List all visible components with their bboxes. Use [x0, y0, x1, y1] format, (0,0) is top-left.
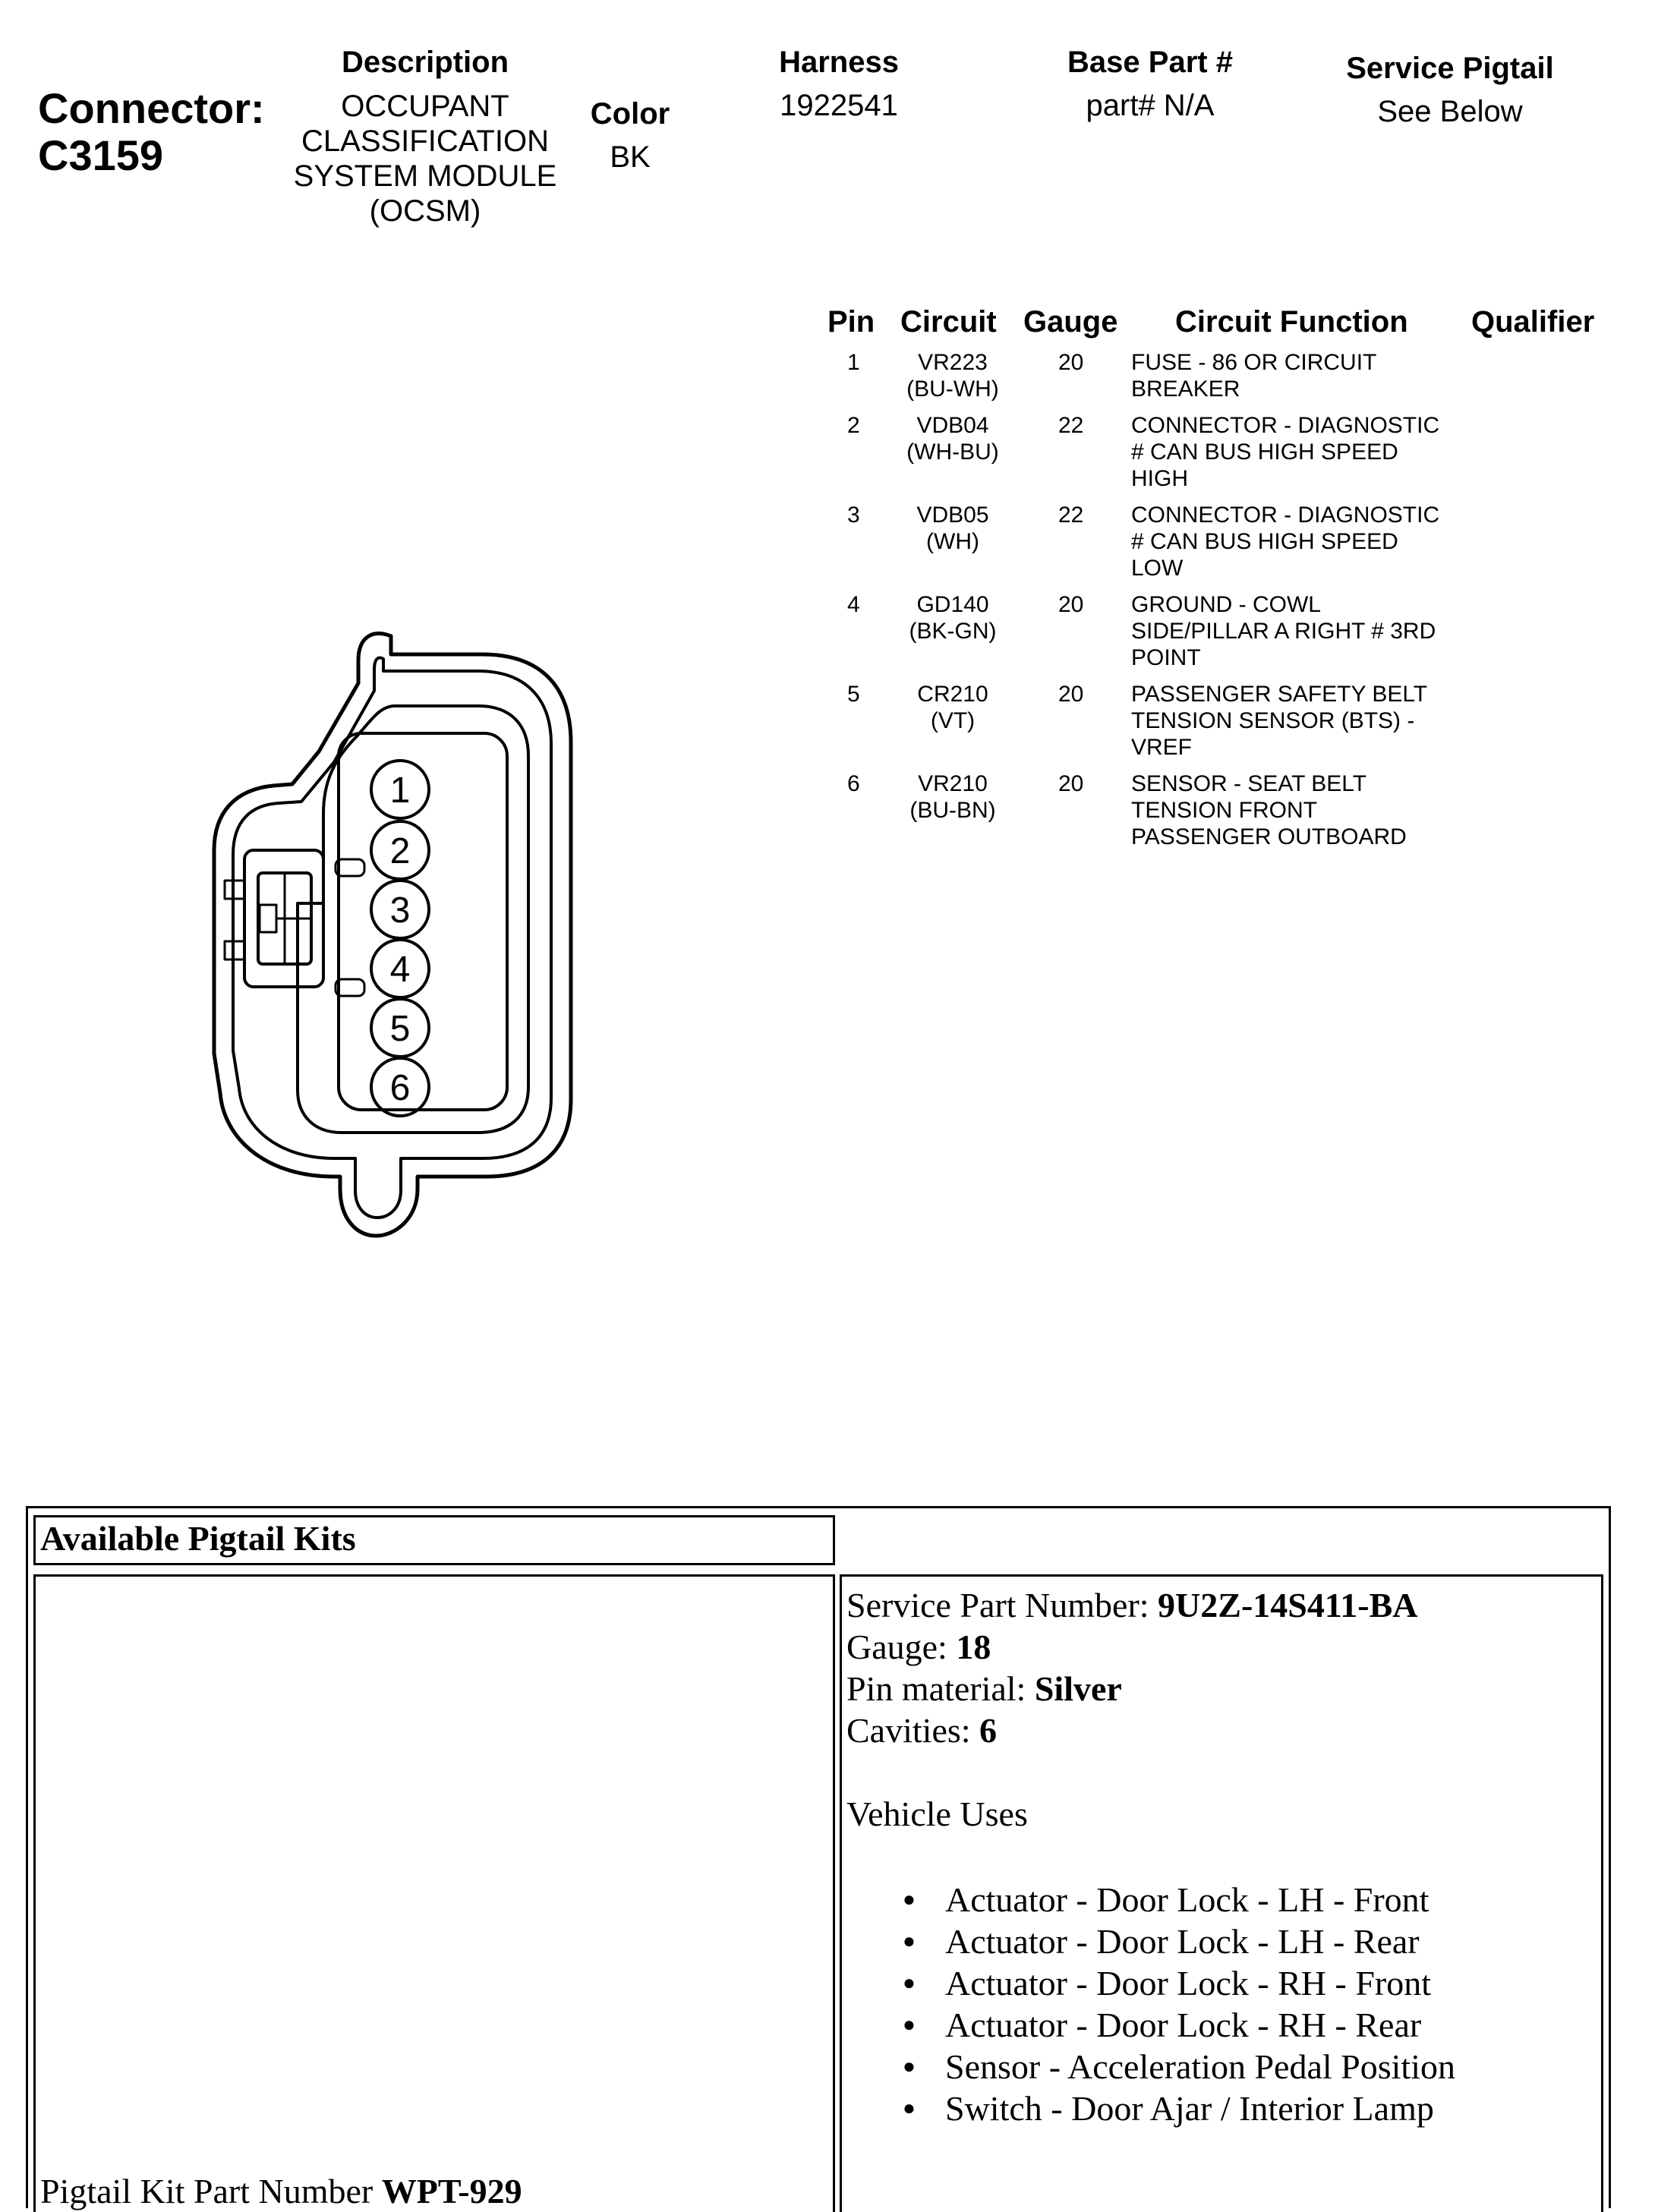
circuit-id: VR210	[918, 771, 988, 796]
function-line: LOW	[1131, 556, 1184, 581]
pin-label: 6	[389, 1068, 411, 1108]
function-line: FUSE - 86 OR CIRCUIT	[1131, 350, 1377, 375]
description-label: Description	[341, 46, 509, 79]
pigtail-kit-part	[40, 2170, 522, 2212]
function-cell	[1131, 591, 1488, 671]
connector-title	[38, 85, 265, 179]
pigtail-kit-cell	[33, 1574, 835, 2212]
function-line: TENSION SENSOR (BTS) -	[1131, 708, 1415, 733]
harness-label: Harness	[779, 46, 899, 79]
bullet-icon: ●	[903, 2097, 916, 2120]
service-pigtail-value: See Below	[1377, 95, 1523, 128]
list-item	[903, 1921, 1601, 1962]
function-line: PASSENGER OUTBOARD	[1131, 824, 1407, 849]
pin-number: 6	[847, 771, 860, 796]
pin-number: 1	[847, 350, 860, 375]
circuit-cell	[892, 412, 1013, 465]
function-cell	[1131, 412, 1488, 492]
qualifier-header: Qualifier	[1471, 305, 1595, 339]
connector-label: Connector:	[38, 84, 265, 132]
function-line: POINT	[1131, 645, 1201, 670]
circuit-cell	[892, 349, 1013, 402]
function-line: BREAKER	[1131, 377, 1240, 402]
description-line: (OCSM)	[369, 194, 481, 228]
circuit-cell	[892, 770, 1013, 824]
color-label: Color	[590, 97, 670, 131]
harness-block	[744, 46, 934, 123]
pin-label: 3	[389, 890, 411, 931]
gauge-cell: 22	[1058, 503, 1084, 528]
pin-number: 3	[847, 503, 860, 528]
circuit-color: (BU-WH)	[906, 377, 999, 402]
harness-value: 1922541	[780, 89, 898, 122]
function-cell	[1131, 349, 1488, 402]
vehicle-uses-label: Vehicle Uses	[846, 1794, 1028, 1833]
vehicle-uses-list	[903, 1879, 1601, 2129]
vehicle-use-text: Actuator - Door Lock - LH - Rear	[945, 1922, 1420, 1961]
pin-label: 1	[389, 770, 411, 811]
function-cell	[1131, 502, 1488, 581]
gauge-header: Gauge	[1023, 305, 1118, 339]
cavities-line	[846, 1709, 1601, 1751]
circuit-color: (VT)	[930, 708, 976, 733]
gauge-label: Gauge:	[846, 1627, 957, 1666]
vehicle-use-text: Actuator - Door Lock - LH - Front	[945, 1880, 1429, 1919]
function-line: SIDE/PILLAR A RIGHT # 3RD	[1131, 619, 1436, 644]
function-cell	[1131, 770, 1488, 850]
function-line: PASSENGER SAFETY BELT	[1131, 682, 1428, 707]
color-value: BK	[610, 140, 651, 174]
list-item	[903, 2046, 1601, 2088]
function-line: # CAN BUS HIGH SPEED	[1131, 529, 1398, 554]
pin-header: Pin	[827, 305, 875, 339]
circuit-color: (WH-BU)	[906, 440, 999, 465]
pigtail-title-cell	[33, 1515, 835, 1565]
kit-part-value: WPT-929	[381, 2172, 522, 2210]
circuit-cell	[892, 502, 1013, 555]
list-item	[903, 1962, 1601, 2004]
function-line: # CAN BUS HIGH SPEED	[1131, 440, 1398, 465]
vehicle-use-text: Sensor - Acceleration Pedal Position	[945, 2047, 1455, 2086]
pin-circles	[371, 761, 429, 1116]
pin-label: 5	[389, 1009, 411, 1049]
pin-number: 4	[847, 592, 860, 617]
bullet-icon: ●	[903, 1888, 916, 1911]
function-line: VREF	[1131, 735, 1193, 760]
gauge-cell: 20	[1058, 682, 1084, 707]
vehicle-use-text: Switch - Door Ajar / Interior Lamp	[945, 2089, 1434, 2128]
function-line: GROUND - COWL	[1131, 592, 1321, 617]
connector-diagram	[182, 607, 607, 1260]
circuit-id: GD140	[916, 592, 989, 617]
bullet-icon: ●	[903, 2013, 916, 2037]
gauge-line	[846, 1626, 1601, 1668]
gauge-cell: 22	[1058, 413, 1084, 438]
description-line: SYSTEM MODULE	[293, 159, 557, 193]
circuit-color: (WH)	[926, 529, 979, 554]
list-item	[903, 2004, 1601, 2046]
pin-label: 4	[389, 950, 411, 990]
description-value	[273, 89, 577, 228]
pin-material-label: Pin material:	[846, 1669, 1035, 1708]
connector-outer-shell	[214, 634, 571, 1236]
function-line: SENSOR - SEAT BELT	[1131, 771, 1367, 796]
pigtail-details-cell	[840, 1574, 1603, 2212]
service-pigtail-label: Service Pigtail	[1346, 52, 1554, 85]
list-item	[903, 2088, 1601, 2129]
cavities-value: 6	[979, 1711, 998, 1750]
base-part-block	[1040, 46, 1260, 123]
circuit-id: VR223	[918, 350, 988, 375]
gauge-cell: 20	[1058, 592, 1084, 617]
connector-id: C3159	[38, 131, 164, 179]
vehicle-use-text: Actuator - Door Lock - RH - Rear	[945, 2006, 1422, 2044]
color-block	[577, 97, 683, 175]
pin-number: 5	[847, 682, 860, 707]
circuit-id: VDB04	[916, 413, 989, 438]
function-line: CONNECTOR - DIAGNOSTIC	[1131, 413, 1440, 438]
gauge-value: 18	[956, 1627, 991, 1666]
circuit-function-header: Circuit Function	[1175, 305, 1408, 339]
circuit-cell	[892, 591, 1013, 644]
service-part-line	[846, 1584, 1601, 1626]
pin-column-inner	[339, 733, 507, 1110]
function-line: HIGH	[1131, 466, 1188, 491]
circuit-id: CR210	[917, 682, 988, 707]
cavities-label: Cavities:	[846, 1711, 980, 1750]
description-block	[273, 46, 577, 228]
circuit-cell	[892, 681, 1013, 734]
pin-number: 2	[847, 413, 860, 438]
service-part-label: Service Part Number:	[846, 1586, 1158, 1624]
function-line: CONNECTOR - DIAGNOSTIC	[1131, 503, 1440, 528]
base-part-label: Base Part #	[1067, 46, 1233, 79]
bullet-icon: ●	[903, 1930, 916, 1953]
pigtail-title: Available Pigtail Kits	[40, 1519, 356, 1558]
pin-material-value: Silver	[1034, 1669, 1122, 1708]
kit-part-label: Pigtail Kit Part Number	[40, 2172, 382, 2210]
function-line: TENSION FRONT	[1131, 798, 1317, 823]
base-part-value: part# N/A	[1086, 89, 1215, 122]
function-cell	[1131, 681, 1488, 761]
pin-material-line	[846, 1668, 1601, 1709]
vehicle-use-text: Actuator - Door Lock - RH - Front	[945, 1964, 1432, 2002]
service-pigtail-block	[1313, 52, 1587, 129]
circuit-color: (BK-GN)	[909, 619, 997, 644]
pigtail-details	[842, 1577, 1601, 2129]
locking-tab-latch	[260, 905, 276, 932]
service-part-value: 9U2Z-14S411-BA	[1158, 1586, 1418, 1624]
description-line: CLASSIFICATION	[301, 124, 549, 158]
circuit-id: VDB05	[916, 503, 989, 528]
gauge-cell: 20	[1058, 350, 1084, 375]
connector-inner-cavity	[298, 706, 528, 1133]
pin-label: 2	[389, 831, 411, 871]
circuit-color: (BU-BN)	[909, 798, 996, 823]
description-line: OCCUPANT	[341, 90, 509, 123]
bullet-icon: ●	[903, 1971, 916, 1995]
list-item	[903, 1879, 1601, 1921]
bullet-icon: ●	[903, 2055, 916, 2078]
gauge-cell: 20	[1058, 771, 1084, 796]
circuit-header: Circuit	[900, 305, 997, 339]
